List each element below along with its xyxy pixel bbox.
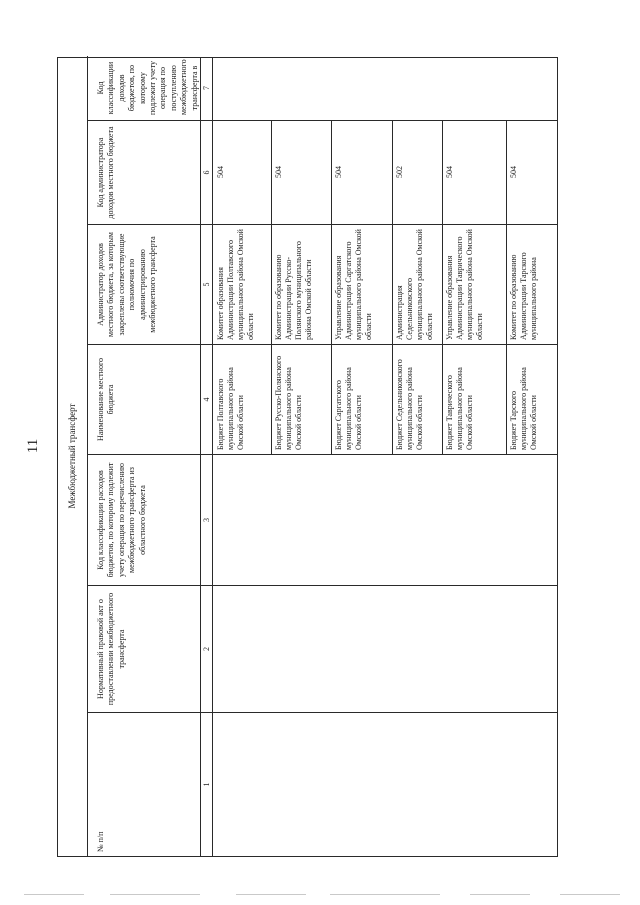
row-3-budget: Бюджет Саргатского муниципального района Омской области <box>334 367 363 450</box>
row-3-code: 504 <box>334 166 343 178</box>
table-header-block <box>57 57 201 857</box>
col-3-empty <box>213 454 558 585</box>
header-col-2: Нормативный правовой акт о предоставлении межбюджетного трансферта <box>88 585 202 712</box>
row-1-administrator: Комитет образования Администрации Полтавского муниципального района Омской области <box>216 229 255 340</box>
row-2-administrator: Комитет по образованию Администрации Русско-Полянского муниципального района Омской области <box>274 241 313 340</box>
header-col-4: Наименование местного бюджета <box>88 344 202 454</box>
page-number: 11 <box>25 438 41 454</box>
header-col-7: Код классификации доходов бюджетов, по которому подлежит учету операция по поступлению межбюджетного трансферта в <box>96 59 199 115</box>
column-number-6: 6 <box>201 120 212 224</box>
row-6-code: 504 <box>509 166 518 178</box>
column-number-3: 3 <box>201 454 212 585</box>
row-2-code: 504 <box>274 166 283 178</box>
col-1-empty <box>213 712 558 856</box>
row-1-code: 504 <box>216 166 225 178</box>
column-number-5: 5 <box>201 224 212 344</box>
row-6-administrator: Комитет по образованию Администрации Тарского муниципального района <box>509 252 538 340</box>
row-5-administrator: Управление образования Администрации Таврического муниципального района Омской области <box>445 229 484 340</box>
header-col-5: Администратор доходов местного бюджета, за которым закреплены соответствующие полномочия по администрированию межбюджетного трансферта <box>88 224 202 344</box>
scan-bottom-artifact <box>0 892 640 898</box>
row-1-budget: Бюджет Полтавского муниципального района Омской области <box>216 367 245 450</box>
row-4-administrator: Администрация Седельниковского муниципального района Омской области <box>395 229 434 340</box>
header-col-3: Код классификации расходов бюджетов, по которому подлежит учету операция по перечислению межбюджетного трансферта из областного бюджета <box>88 454 202 585</box>
col-2-empty <box>213 585 558 712</box>
table-caption: Межбюджетный трансферт <box>58 56 88 856</box>
row-4-code: 502 <box>395 166 404 178</box>
table-body <box>213 57 558 857</box>
row-5-budget: Бюджет Таврического муниципального района Омской области <box>445 367 474 450</box>
row-4-budget: Бюджет Седельниковского муниципального района Омской области <box>395 359 424 450</box>
row-3-administrator: Управление образования Администрации Саргатского муниципального района Омской области <box>334 229 373 340</box>
row-6-budget: Бюджет Тарского муниципального района Омской области <box>509 367 538 450</box>
column-number-2: 2 <box>201 585 212 712</box>
column-number-row <box>201 57 213 857</box>
header-col-1: № п/п <box>88 712 202 856</box>
column-number-7: 7 <box>202 86 211 90</box>
column-number-1: 1 <box>201 712 212 856</box>
column-number-4: 4 <box>201 344 212 454</box>
header-col-6: Код администратора доходов местного бюджета <box>88 120 202 224</box>
header-row <box>88 56 202 856</box>
row-2-budget: Бюджет Русско-Полянского муниципального района Омской области <box>274 355 303 450</box>
row-5-code: 504 <box>445 166 454 178</box>
